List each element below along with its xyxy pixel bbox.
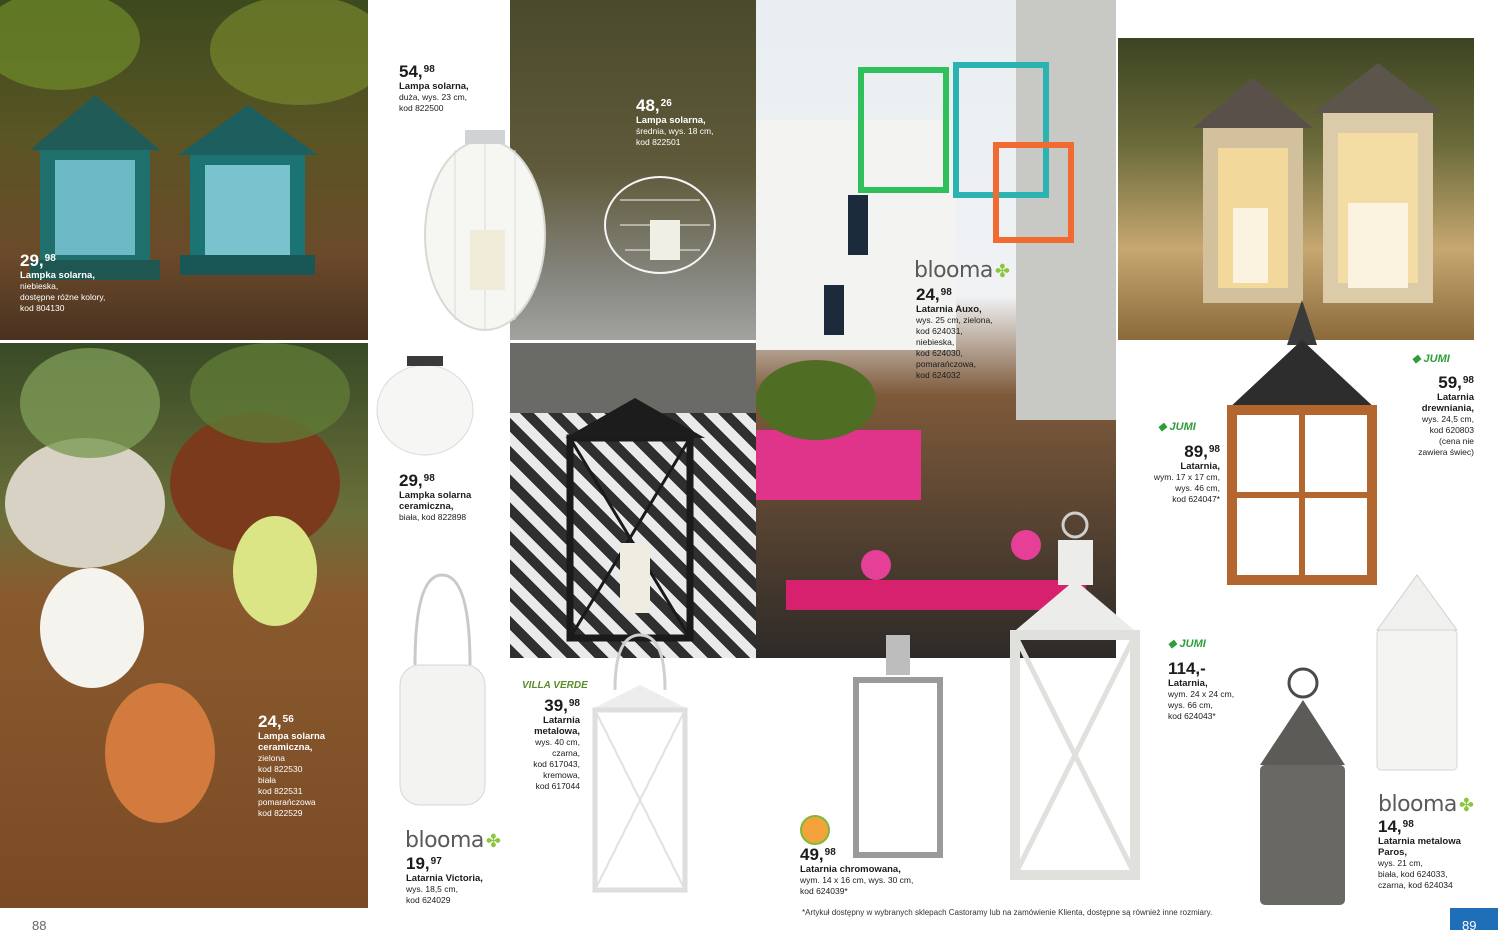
paros-white-illustration	[1362, 545, 1472, 780]
product-lantern-paros	[1378, 818, 1478, 891]
large-white-lantern-illustration	[1000, 505, 1140, 885]
product-desc-line: kod 822530	[258, 764, 303, 774]
photo-paros-grey-lantern	[1245, 665, 1360, 910]
product-name: Latarnia Auxo,	[916, 304, 982, 315]
price: 89,98	[1184, 442, 1220, 461]
price: 48,26	[636, 96, 672, 115]
product-desc-line: kod 822501	[636, 137, 681, 147]
product-ceramic-solar-colors	[258, 713, 358, 819]
product-desc-line: wys. 40 cm,	[535, 737, 580, 747]
black-lantern-illustration	[510, 343, 756, 658]
page-number-left: 88	[32, 918, 47, 933]
product-lantern-66cm	[1168, 660, 1258, 722]
product-desc-line: wys. 25 cm, zielona,	[916, 315, 993, 325]
price: 29,98	[20, 251, 56, 270]
photo-victoria-lantern	[395, 570, 490, 810]
product-desc-line: wym. 14 x 16 cm, wys. 30 cm,	[800, 875, 914, 885]
product-desc-line: wys. 66 cm,	[1168, 700, 1213, 710]
product-desc-line: kod 617043,	[533, 759, 580, 769]
price: 49,98	[800, 845, 836, 864]
photo-wooden-lantern	[1222, 295, 1382, 595]
product-desc-line: niebieska,	[20, 281, 59, 291]
product-desc-line: czarna,	[552, 748, 580, 758]
product-desc-line: niebieska,	[916, 337, 955, 347]
product-desc-line: kremowa,	[543, 770, 580, 780]
product-name: Latarnia metalowa Paros,	[1378, 836, 1461, 858]
photo-paros-white-lantern	[1362, 545, 1472, 780]
product-desc-line: zawiera świec)	[1418, 447, 1474, 457]
product-desc-line: czarna, kod 624034	[1378, 880, 1453, 890]
villa-verde-logo: VILLA VERDE	[522, 680, 588, 691]
chrome-lantern-illustration	[848, 630, 948, 860]
photo-chrome-lantern	[848, 630, 948, 860]
product-desc-line: wys. 18,5 cm,	[406, 884, 458, 894]
product-desc-line: dostępne różne kolory,	[20, 292, 106, 302]
product-name: Latarnia drewniania,	[1421, 392, 1474, 414]
price: 114,-	[1168, 659, 1206, 678]
victoria-lantern-illustration	[395, 570, 490, 810]
product-desc-line: kod 624039*	[800, 886, 848, 896]
footnote: *Artykuł dostępny w wybranych sklepach Castoramy lub na zamówienie Klienta, dostępne są również inne rozmiary.	[802, 908, 1213, 917]
product-lantern-wooden	[1392, 374, 1474, 458]
price: 14,98	[1378, 817, 1414, 836]
price: 54,98	[399, 62, 435, 81]
product-desc-line: kod 624031,	[916, 326, 963, 336]
price: 59,98	[1438, 373, 1474, 392]
product-lantern-chrome	[800, 846, 960, 897]
price: 29,98	[399, 471, 435, 490]
product-solar-lamp-large	[399, 63, 509, 114]
price: 19,97	[406, 854, 442, 873]
product-desc-line: kod 624043*	[1168, 711, 1216, 721]
product-desc-line: wys. 24,5 cm,	[1422, 414, 1474, 424]
product-desc-line: kod 624032	[916, 370, 961, 380]
product-desc-line: wys. 46 cm,	[1175, 483, 1220, 493]
product-name: Lampa solarna,	[399, 81, 469, 92]
product-desc-line: pomarańczowa,	[916, 359, 977, 369]
product-lantern-metal	[500, 697, 580, 792]
product-lantern-46cm	[1140, 443, 1220, 505]
product-desc-line: kod 804130	[20, 303, 65, 313]
jumi-logo: ◆ JUMI	[1412, 353, 1450, 365]
product-solar-lamp-medium	[636, 97, 751, 148]
product-desc-line: kod 822529	[258, 808, 303, 818]
product-desc-line: kod 624047*	[1172, 494, 1220, 504]
jumi-logo: ◆ JUMI	[1158, 421, 1196, 433]
photo-black-lantern-rug	[510, 343, 756, 658]
photo-large-white-lantern	[1000, 505, 1140, 885]
price: 39,98	[544, 696, 580, 715]
blooma-logo: blooma ✤	[1378, 792, 1474, 817]
product-desc-line: wys. 21 cm,	[1378, 858, 1423, 868]
photo-ceramic-white-lamp	[375, 350, 475, 460]
product-lantern-auxo	[916, 286, 1036, 381]
product-desc-line: biała, kod 624033,	[1378, 869, 1448, 879]
product-desc-line: kod 620803	[1429, 425, 1474, 435]
product-name: Lampka solarna ceramiczna,	[399, 490, 472, 512]
product-desc-line: średnia, wys. 18 cm,	[636, 126, 714, 136]
product-name: Latarnia metalowa,	[534, 715, 580, 737]
product-desc-line: kod 822500	[399, 103, 444, 113]
product-ceramic-solar-white	[399, 472, 509, 523]
white-metal-lantern-illustration	[585, 630, 695, 895]
product-desc-line: kod 617044	[535, 781, 580, 791]
product-name: Latarnia,	[1180, 461, 1220, 472]
product-desc-line: kod 822531	[258, 786, 303, 796]
product-desc-line: wym. 17 x 17 cm,	[1153, 472, 1220, 482]
product-name: Lampa solarna,	[636, 115, 706, 126]
clover-icon: ✤	[994, 261, 1010, 282]
product-desc-line: kod 624030,	[916, 348, 963, 358]
ceramic-lanterns-illustration	[0, 343, 368, 908]
product-desc-line: pomarańczowa	[258, 797, 316, 807]
clover-icon: ✤	[1458, 795, 1474, 816]
blooma-logo: blooma ✤	[914, 258, 1010, 283]
product-desc-line: kod 624029	[406, 895, 451, 905]
product-name: Lampka solarna,	[20, 270, 95, 281]
price: 24,98	[916, 285, 952, 304]
product-desc-line: duża, wys. 23 cm,	[399, 92, 468, 102]
delivery-badge-icon	[800, 815, 830, 845]
clover-icon: ✤	[485, 831, 501, 852]
wooden-lantern-illustration	[1222, 295, 1382, 595]
product-desc-line: biała, kod 822898	[399, 512, 467, 522]
jumi-logo: ◆ JUMI	[1168, 638, 1206, 650]
product-name: Latarnia,	[1168, 678, 1208, 689]
blooma-logo: blooma ✤	[405, 828, 501, 853]
ceramic-white-lamp-illustration	[375, 350, 475, 460]
product-desc-line: (cena nie	[1439, 436, 1474, 446]
product-name: Latarnia Victoria,	[406, 873, 483, 884]
page-number-right: 89	[1462, 918, 1477, 933]
product-lantern-victoria	[406, 855, 516, 906]
product-name: Lampa solarna ceramiczna,	[258, 731, 326, 753]
product-desc-line: wym. 24 x 24 cm,	[1168, 689, 1235, 699]
paros-grey-illustration	[1245, 665, 1360, 910]
product-solar-lamp-blue	[20, 252, 150, 314]
photo-white-metal-lantern	[585, 630, 695, 895]
product-name: Latarnia chromowana,	[800, 864, 901, 875]
product-desc-line: zielona	[258, 753, 285, 763]
large-wire-lamp-illustration	[395, 130, 555, 335]
product-desc-line: biała	[258, 775, 276, 785]
price: 24,56	[258, 712, 294, 731]
photo-ceramic-lanterns-table	[0, 343, 368, 908]
photo-large-white-wire-lamp	[395, 130, 555, 335]
